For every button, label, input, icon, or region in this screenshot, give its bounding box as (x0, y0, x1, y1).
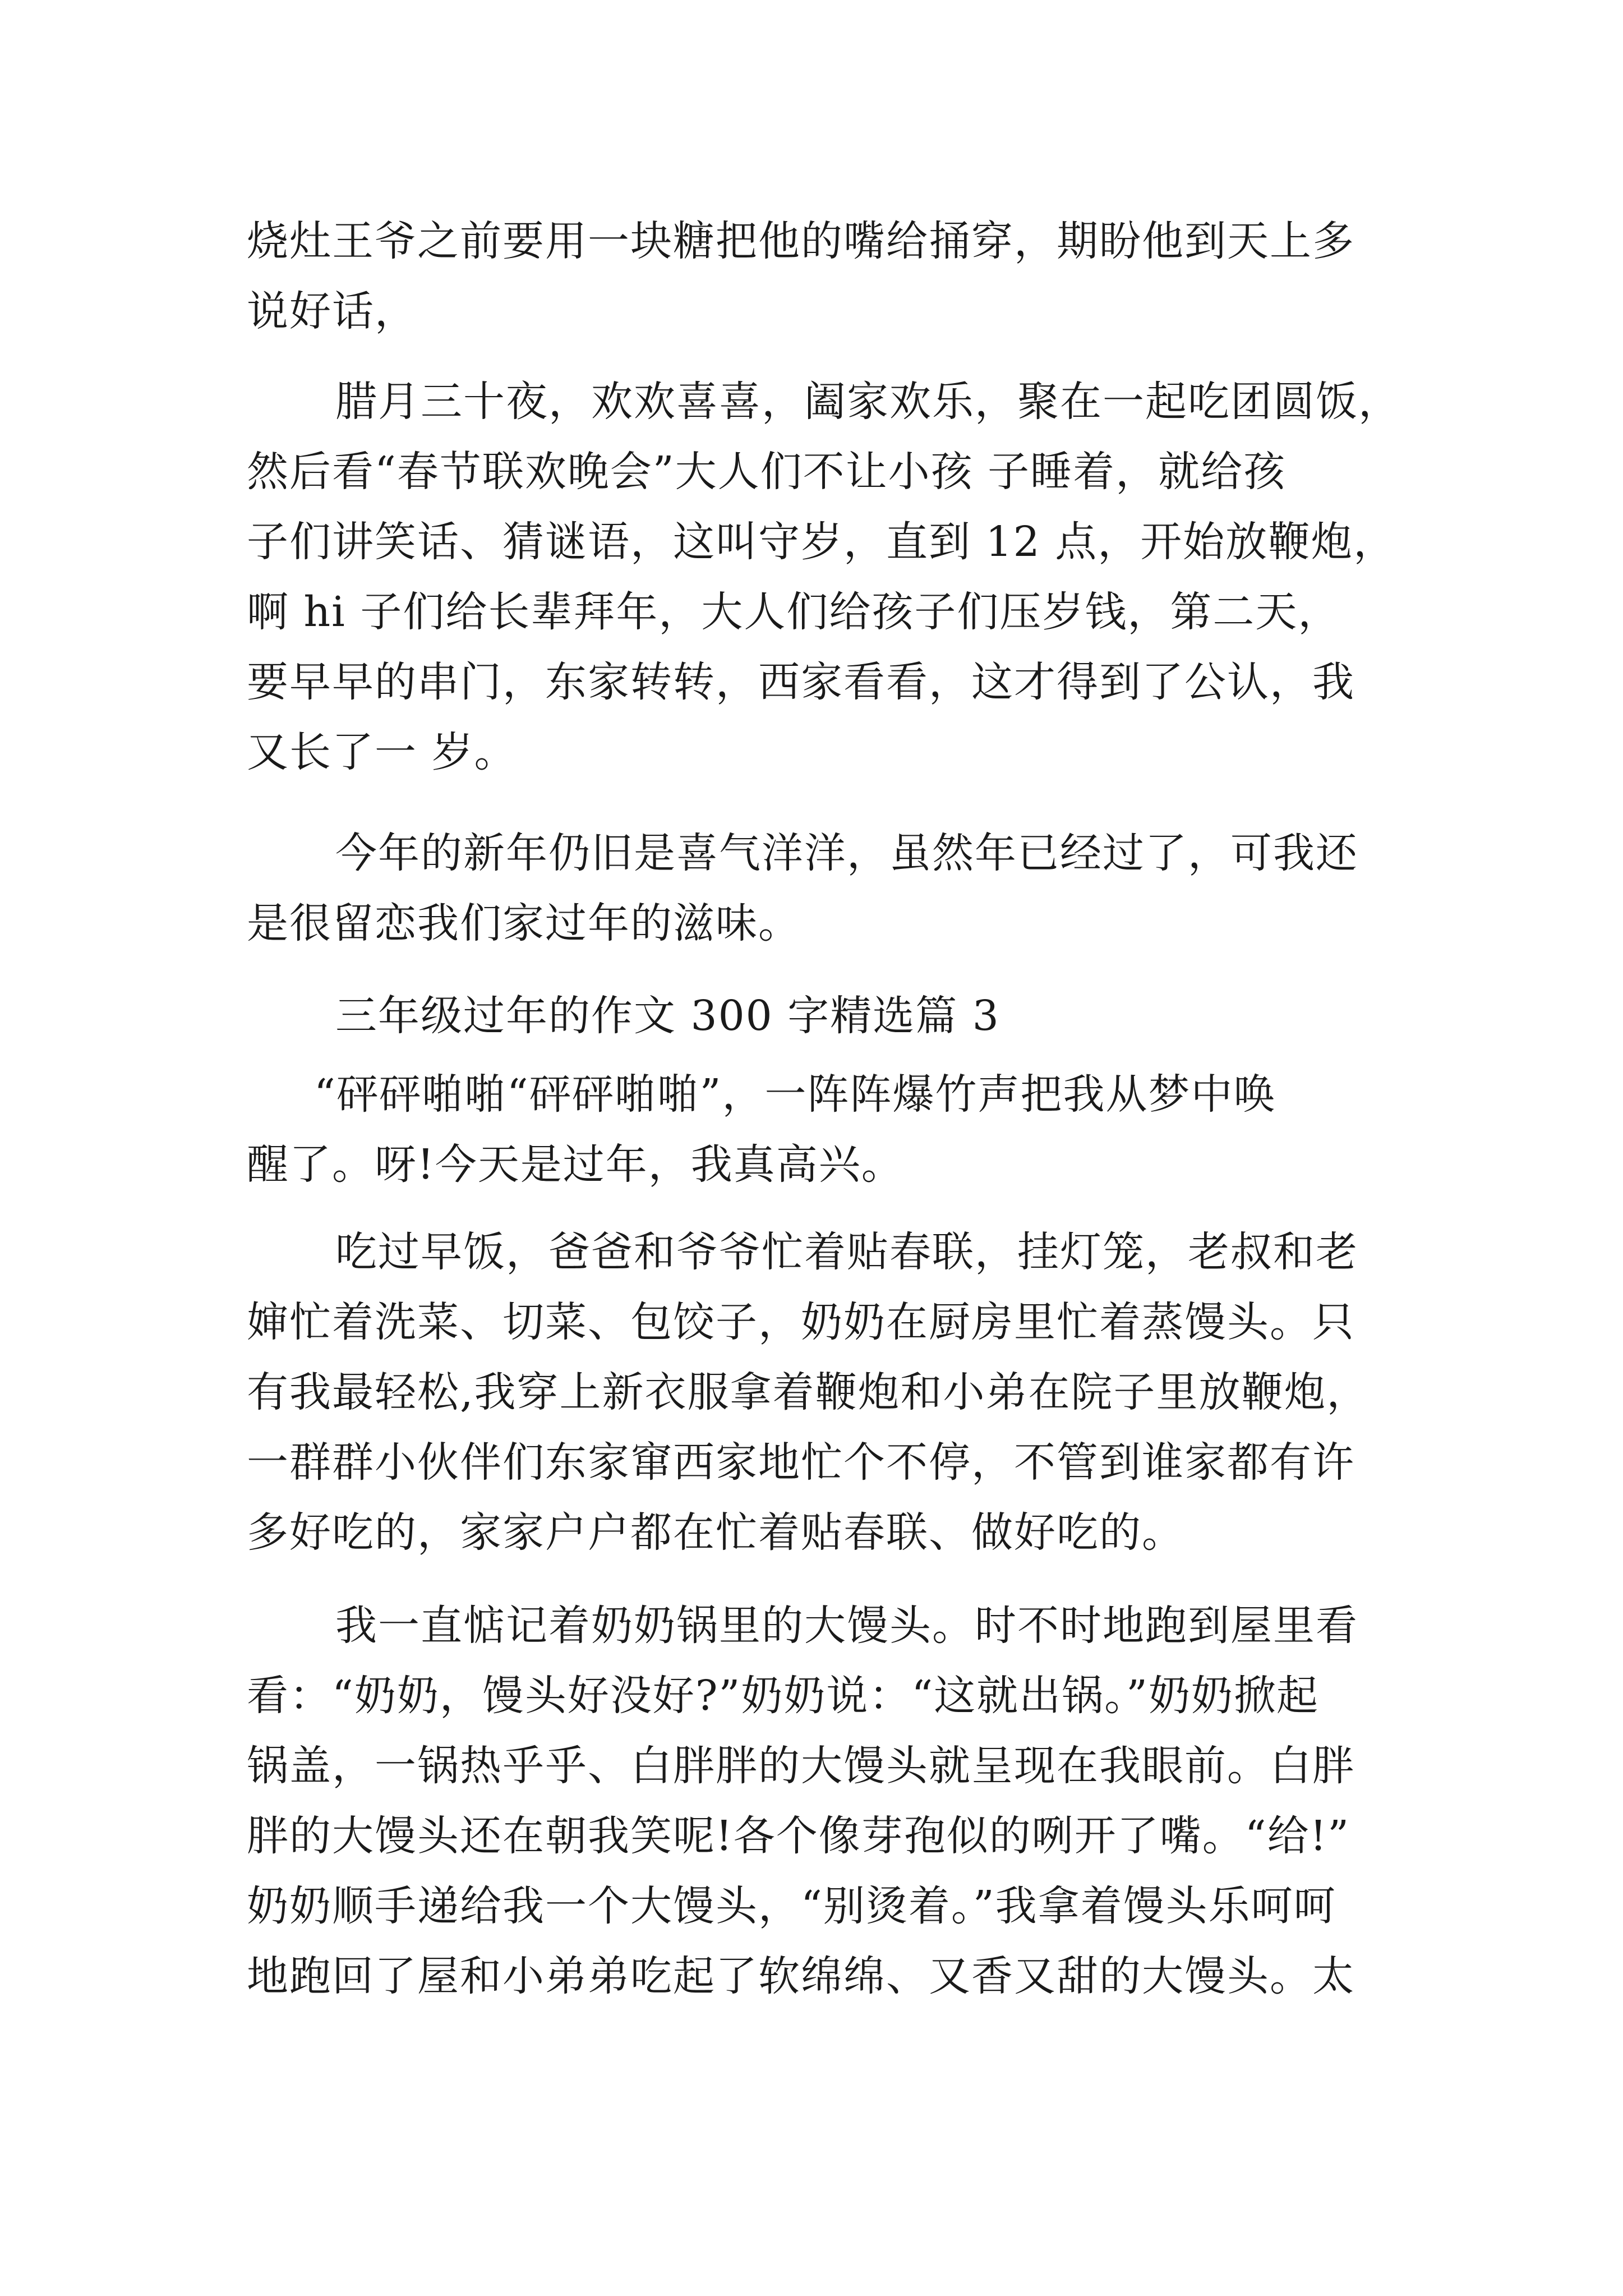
text-line: 又长了一 岁。 (247, 728, 517, 776)
text-line: 腊月三十夜，欢欢喜喜，阖家欢乐，聚在一起吃团圆饭， (335, 378, 1401, 426)
text-line: 我一直惦记着奶奶锅里的大馒头。时不时地跑到屋里看 (335, 1602, 1358, 1650)
text-line: 婶忙着洗菜、切菜、包饺子，奶奶在厨房里忙着蒸馒头。只 (247, 1298, 1355, 1346)
text-line: 醒了。呀!今天是过年，我真高兴。 (247, 1140, 904, 1189)
text-line: 今年的新年仍旧是喜气洋洋，虽然年已经过了，可我还 (335, 829, 1358, 877)
text-line: “砰砰啪啪“砰砰啪啪”，一阵阵爆竹声把我从梦中唤 (314, 1070, 1276, 1119)
text-line: 多好吃的，家家户户都在忙着贴春联、做好吃的。 (247, 1508, 1184, 1557)
text-line: 看：“奶奶，馒头好没好?”奶奶说：“这就出锅。”奶奶掀起 (247, 1672, 1319, 1720)
text-line: 一群群小伙伴们东家窜西家地忙个不停，不管到谁家都有许 (247, 1438, 1355, 1487)
text-line: 烧灶王爷之前要用一块糖把他的嘴给捅穿，期盼他到天上多 (247, 217, 1355, 265)
text-line: 胖的大馒头还在朝我笑呢!各个像芽孢似的咧开了嘴。“给!” (247, 1812, 1350, 1860)
text-line: 要早早的串门，东家转转，西家看看，这才得到了公认，我 (247, 658, 1355, 706)
text-line: 地跑回了屋和小弟弟吃起了软绵绵、又香又甜的大馒头。太 (247, 1952, 1355, 2000)
text-line: 是很留恋我们家过年的滋味。 (247, 899, 801, 947)
text-line: 锅盖，一锅热乎乎、白胖胖的大馒头就呈现在我眼前。白胖 (247, 1742, 1355, 1790)
text-line: 子们讲笑话、猜谜语，这叫守岁，直到 12 点，开始放鞭炮， (247, 518, 1396, 566)
text-line: 奶奶顺手递给我一个大馒头，“别烫着。”我拿着馒头乐呵呵 (247, 1882, 1336, 1930)
text-line: 说好话， (247, 287, 417, 335)
text-line: 然后看“春节联欢晚会”大人们不让小孩 子睡着，就给孩 (247, 448, 1287, 496)
text-line: 有我最轻松,我穿上新衣服拿着鞭炮和小弟在院子里放鞭炮， (247, 1368, 1370, 1416)
text-line: 啊 hi 子们给长辈拜年，大人们给孩子们压岁钱，第二天， (247, 588, 1341, 636)
section-heading: 三年级过年的作文 300 字精选篇 3 (335, 992, 1000, 1040)
text-line: 吃过早饭，爸爸和爷爷忙着贴春联，挂灯笼，老叔和老 (335, 1228, 1358, 1276)
